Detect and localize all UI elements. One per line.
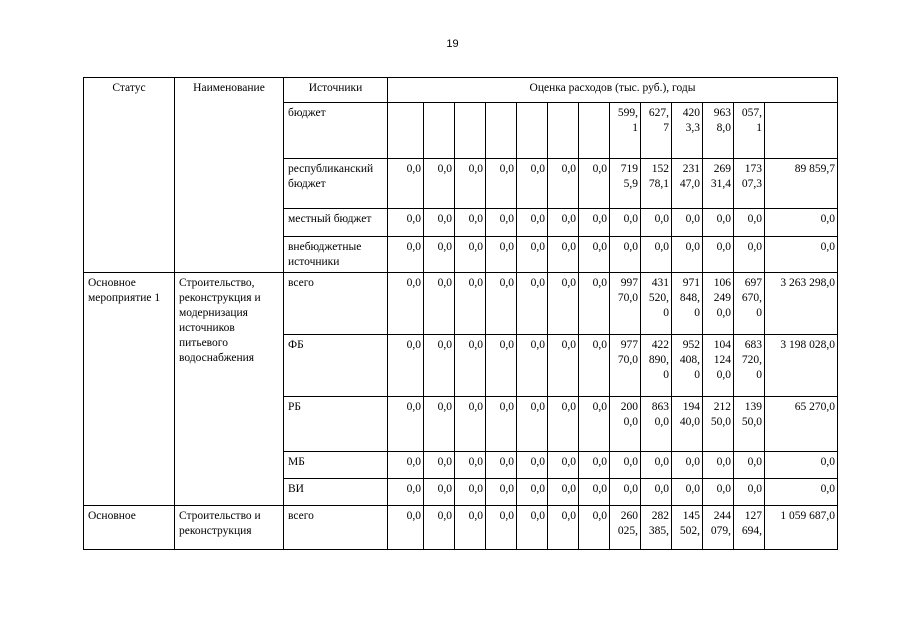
value-cell: [548, 103, 579, 159]
value-cell: 173 07,3: [734, 159, 765, 209]
value-cell: 0,0: [734, 452, 765, 479]
value-cell: 0,0: [388, 397, 424, 452]
value-cell: 0,0: [610, 209, 641, 237]
name-cell: Строительство, реконструкция и модернизация источников питьевого водоснабжения: [175, 273, 284, 506]
value-cell: 0,0: [517, 479, 548, 506]
value-cell: 0,0: [424, 506, 455, 550]
source-cell: республиканский бюджет: [284, 159, 388, 209]
total-cell: 0,0: [765, 209, 838, 237]
value-cell: 0,0: [548, 335, 579, 397]
value-cell: 0,0: [455, 159, 486, 209]
value-cell: 0,0: [424, 209, 455, 237]
total-cell: [765, 103, 838, 159]
value-cell: 231 47,0: [672, 159, 703, 209]
value-cell: [486, 103, 517, 159]
value-cell: 952 408, 0: [672, 335, 703, 397]
value-cell: 0,0: [548, 479, 579, 506]
value-cell: 0,0: [455, 237, 486, 273]
value-cell: 0,0: [672, 479, 703, 506]
value-cell: [424, 103, 455, 159]
value-cell: 0,0: [703, 452, 734, 479]
value-cell: 0,0: [641, 479, 672, 506]
value-cell: 0,0: [388, 159, 424, 209]
value-cell: 0,0: [517, 209, 548, 237]
value-cell: 0,0: [517, 237, 548, 273]
value-cell: 0,0: [703, 209, 734, 237]
value-cell: 0,0: [424, 335, 455, 397]
source-cell: бюджет: [284, 103, 388, 159]
header-status: Статус: [84, 78, 175, 273]
source-cell: РБ: [284, 397, 388, 452]
status-cell: Основное мероприятие 1: [84, 273, 175, 506]
value-cell: 627, 7: [641, 103, 672, 159]
value-cell: 0,0: [610, 452, 641, 479]
value-cell: 0,0: [548, 237, 579, 273]
value-cell: 997 70,0: [610, 273, 641, 335]
value-cell: 0,0: [579, 479, 610, 506]
header-sources: Источники: [284, 78, 388, 103]
table-row: [84, 506, 838, 550]
value-cell: 0,0: [486, 335, 517, 397]
value-cell: 0,0: [579, 273, 610, 335]
value-cell: 145 502,: [672, 506, 703, 550]
source-cell: местный бюджет: [284, 209, 388, 237]
value-cell: 0,0: [641, 209, 672, 237]
table-row: [84, 273, 838, 335]
total-cell: 0,0: [765, 452, 838, 479]
value-cell: 0,0: [548, 209, 579, 237]
value-cell: 0,0: [388, 209, 424, 237]
value-cell: 0,0: [486, 159, 517, 209]
value-cell: 0,0: [486, 506, 517, 550]
value-cell: 212 50,0: [703, 397, 734, 452]
value-cell: 152 78,1: [641, 159, 672, 209]
value-cell: 971 848, 0: [672, 273, 703, 335]
value-cell: 0,0: [517, 506, 548, 550]
value-cell: 127 694,: [734, 506, 765, 550]
value-cell: 0,0: [486, 397, 517, 452]
total-cell: 65 270,0: [765, 397, 838, 452]
source-cell: ФБ: [284, 335, 388, 397]
value-cell: 0,0: [579, 159, 610, 209]
value-cell: 0,0: [734, 237, 765, 273]
value-cell: 0,0: [734, 479, 765, 506]
value-cell: 0,0: [388, 335, 424, 397]
value-cell: 0,0: [579, 452, 610, 479]
budget-table: [83, 77, 838, 550]
value-cell: 0,0: [486, 452, 517, 479]
value-cell: 0,0: [486, 273, 517, 335]
total-cell: 1 059 687,0: [765, 506, 838, 550]
value-cell: 863 0,0: [641, 397, 672, 452]
source-cell: всего: [284, 506, 388, 550]
value-cell: 0,0: [548, 506, 579, 550]
value-cell: 104 124 0,0: [703, 335, 734, 397]
value-cell: 0,0: [486, 209, 517, 237]
value-cell: 0,0: [424, 237, 455, 273]
value-cell: 420 3,3: [672, 103, 703, 159]
value-cell: 0,0: [610, 237, 641, 273]
value-cell: 0,0: [517, 273, 548, 335]
value-cell: 0,0: [455, 273, 486, 335]
total-cell: 3 263 298,0: [765, 273, 838, 335]
total-cell: 0,0: [765, 237, 838, 273]
value-cell: 0,0: [388, 273, 424, 335]
value-cell: 282 385,: [641, 506, 672, 550]
value-cell: 0,0: [548, 452, 579, 479]
value-cell: 0,0: [672, 452, 703, 479]
total-cell: 0,0: [765, 479, 838, 506]
value-cell: 0,0: [517, 452, 548, 479]
value-cell: 0,0: [388, 506, 424, 550]
total-cell: 3 198 028,0: [765, 335, 838, 397]
value-cell: 0,0: [424, 397, 455, 452]
value-cell: 0,0: [424, 452, 455, 479]
value-cell: 244 079,: [703, 506, 734, 550]
value-cell: 0,0: [424, 479, 455, 506]
value-cell: 719 5,9: [610, 159, 641, 209]
value-cell: 0,0: [517, 397, 548, 452]
value-cell: 0,0: [517, 335, 548, 397]
value-cell: 0,0: [672, 209, 703, 237]
header-name: Наименование: [175, 78, 284, 273]
value-cell: 0,0: [703, 237, 734, 273]
source-cell: ВИ: [284, 479, 388, 506]
value-cell: 0,0: [455, 209, 486, 237]
value-cell: 106 249 0,0: [703, 273, 734, 335]
value-cell: 963 8,0: [703, 103, 734, 159]
value-cell: [388, 103, 424, 159]
value-cell: 0,0: [548, 159, 579, 209]
page-number: 19: [446, 38, 459, 50]
value-cell: 0,0: [579, 237, 610, 273]
value-cell: 260 025,: [610, 506, 641, 550]
value-cell: 599, 1: [610, 103, 641, 159]
value-cell: 0,0: [734, 209, 765, 237]
value-cell: 0,0: [548, 397, 579, 452]
value-cell: 0,0: [486, 237, 517, 273]
table-header-row: [84, 78, 838, 103]
total-cell: 89 859,7: [765, 159, 838, 209]
value-cell: [579, 103, 610, 159]
status-cell: Основное: [84, 506, 175, 550]
value-cell: 0,0: [388, 479, 424, 506]
value-cell: 0,0: [424, 159, 455, 209]
value-cell: 0,0: [703, 479, 734, 506]
value-cell: 0,0: [641, 452, 672, 479]
value-cell: 0,0: [455, 452, 486, 479]
value-cell: 0,0: [388, 452, 424, 479]
value-cell: 0,0: [672, 237, 703, 273]
value-cell: 697 670, 0: [734, 273, 765, 335]
value-cell: 0,0: [486, 479, 517, 506]
value-cell: 200 0,0: [610, 397, 641, 452]
name-cell: Строительство и реконструкция: [175, 506, 284, 550]
value-cell: 0,0: [517, 159, 548, 209]
value-cell: 194 40,0: [672, 397, 703, 452]
value-cell: 0,0: [424, 273, 455, 335]
value-cell: 0,0: [455, 479, 486, 506]
value-cell: 0,0: [455, 397, 486, 452]
value-cell: 0,0: [455, 506, 486, 550]
value-cell: 269 31,4: [703, 159, 734, 209]
value-cell: 0,0: [579, 506, 610, 550]
value-cell: 0,0: [579, 397, 610, 452]
value-cell: 057, 1: [734, 103, 765, 159]
value-cell: 0,0: [579, 335, 610, 397]
value-cell: [455, 103, 486, 159]
value-cell: 683 720, 0: [734, 335, 765, 397]
header-estimate: Оценка расходов (тыс. руб.), годы: [388, 78, 838, 103]
value-cell: 0,0: [455, 335, 486, 397]
value-cell: 0,0: [388, 237, 424, 273]
value-cell: 139 50,0: [734, 397, 765, 452]
value-cell: 0,0: [641, 237, 672, 273]
source-cell: МБ: [284, 452, 388, 479]
value-cell: 977 70,0: [610, 335, 641, 397]
source-cell: внебюджетные источники: [284, 237, 388, 273]
value-cell: 0,0: [610, 479, 641, 506]
value-cell: 0,0: [548, 273, 579, 335]
value-cell: 422 890, 0: [641, 335, 672, 397]
value-cell: [517, 103, 548, 159]
value-cell: 0,0: [579, 209, 610, 237]
source-cell: всего: [284, 273, 388, 335]
value-cell: 431 520, 0: [641, 273, 672, 335]
